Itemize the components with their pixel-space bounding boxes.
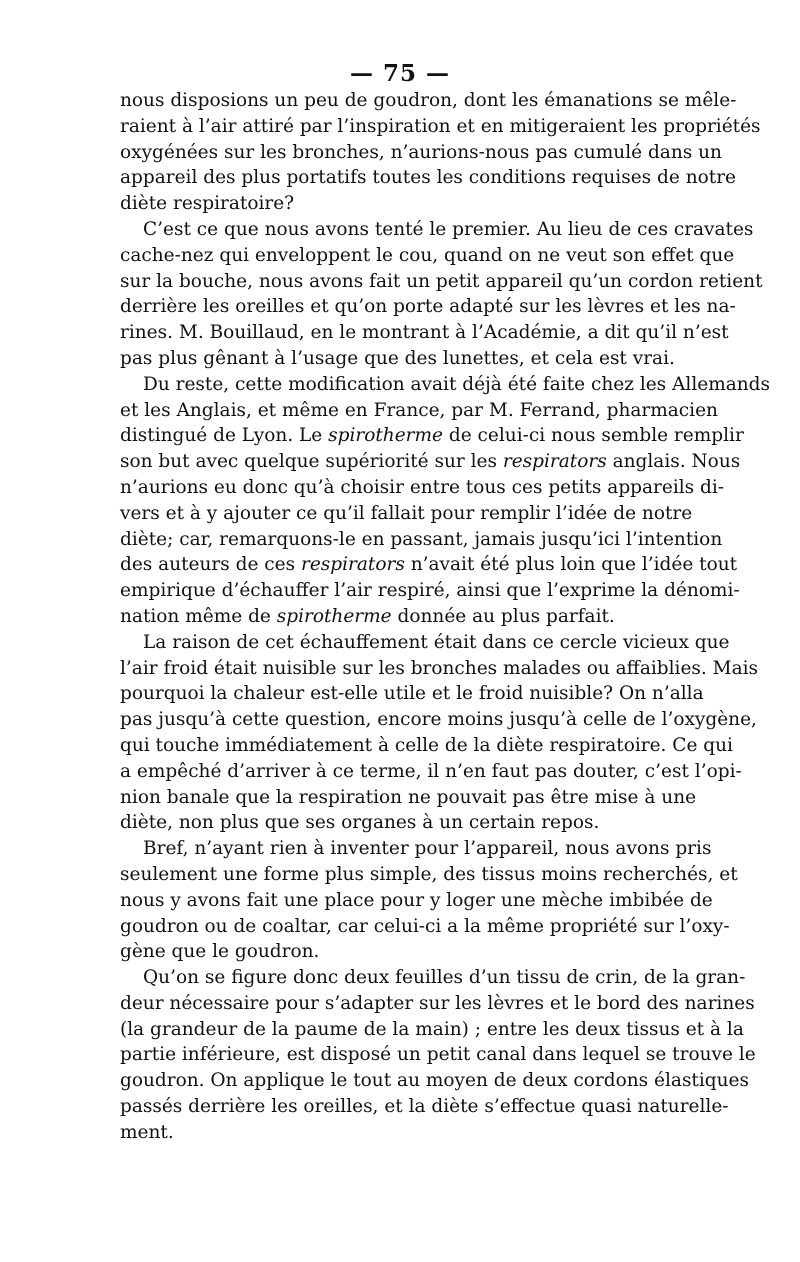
text-line: nous y avons fait une place pour y loger une mèche imbibée de [120,889,713,911]
text-line: seulement une forme plus simple, des tissus moins recherchés, et [120,863,738,885]
text-line: diète respiratoire? [120,193,295,215]
text-line: l’air froid était nuisible sur les bronches malades ou affaiblies. Mais [120,657,759,679]
text-line: oxygénées sur les bronches, n’aurions-nous pas cumulé dans un [120,141,722,163]
text-line: son but avec quelque supériorité sur les respirators anglais. Nous [120,451,741,473]
text-line: Bref, n’ayant rien à inventer pour l’appareil, nous avons pris [143,838,712,860]
italic-term: spirotherme [276,605,392,627]
text-line: n’aurions eu donc qu’à choisir entre tous ces petits appareils di- [120,476,725,498]
text-line: rines. M. Bouillaud, en le montrant à l’Académie, a dit qu’il n’est [120,322,729,344]
text-line: raient à l’air attiré par l’inspiration et en mitigeraient les propriétés [120,115,761,137]
text-line: distingué de Lyon. Le spirotherme de celui-ci nous semble remplir [120,425,744,447]
text-line: nion banale que la respiration ne pouvait pas être mise à une [120,786,697,808]
text-line: La raison de cet échauffement était dans ce cercle vicieux que [143,631,730,653]
text-line: sur la bouche, nous avons fait un petit appareil qu’un cordon retient [120,270,763,292]
text-line: ment. [120,1121,174,1143]
text-line: Qu’on se figure donc deux feuilles d’un tissu de crin, de la gran- [143,967,746,989]
text-line: Du reste, cette modification avait déjà été faite chez les Allemands [143,373,771,395]
text-line: et les Anglais, et même en France, par M. Ferrand, pharmacien [120,399,718,421]
text-line: qui touche immédiatement à celle de la diète respiratoire. Ce qui [120,734,733,756]
italic-term: respirators [502,451,607,473]
text-line: des auteurs de ces respirators n’avait été plus loin que l’idée tout [120,554,738,576]
text-line: diète; car, remarquons-le en passant, jamais jusqu’ici l’intention [120,528,723,550]
text-line: pas jusqu’à cette question, encore moins jusqu’à celle de l’oxygène, [120,709,757,731]
body-text [120,88,771,1146]
text-line: empirique d’échauffer l’air respiré, ainsi que l’exprime la dénomi- [120,580,740,602]
italic-term: spirotherme [328,425,443,447]
italic-term: respirators [300,554,405,576]
text-line: diète, non plus que ses organes à un certain repos. [120,812,600,834]
text-line: cache-nez qui enveloppent le cou, quand on ne veut son effet que [120,244,735,266]
text-line: a empêché d’arriver à ce terme, il n’en faut pas douter, c’est l’opi- [120,760,742,782]
text-line: passés derrière les oreilles, et la diète s’effectue quasi naturelle- [120,1096,729,1118]
text-line: vers et à y ajouter ce qu’il fallait pour remplir l’idée de notre [120,502,693,524]
text-line: pas plus gênant à l’usage que des lunettes, et cela est vrai. [120,347,675,369]
text-line: (la grandeur de la paume de la main) ; entre les deux tissus et à la [120,1018,744,1040]
page-number: — 75 — [349,60,451,87]
text-line: goudron ou de coaltar, car celui-ci a la même propriété sur l’oxy- [120,915,730,937]
text-line: nation même de spirotherme donnée au plus parfait. [120,605,615,627]
text-line: partie inférieure, est disposé un petit canal dans lequel se trouve le [120,1044,756,1066]
text-line: derrière les oreilles et qu’on porte adapté sur les lèvres et les na- [120,296,736,318]
text-line: gène que le goudron. [120,941,320,963]
text-line: deur nécessaire pour s’adapter sur les lèvres et le bord des narines [120,992,755,1014]
text-line: appareil des plus portatifs toutes les conditions requises de notre [120,167,736,189]
text-line: goudron. On applique le tout au moyen de deux cordons élastiques [120,1070,749,1092]
text-line: nous disposions un peu de goudron, dont les émanations se mêle- [120,90,737,111]
text-line: pourquoi la chaleur est-elle utile et le froid nuisible? On n’alla [120,683,704,705]
text-line: C’est ce que nous avons tenté le premier. Au lieu de ces cravates [143,218,754,240]
